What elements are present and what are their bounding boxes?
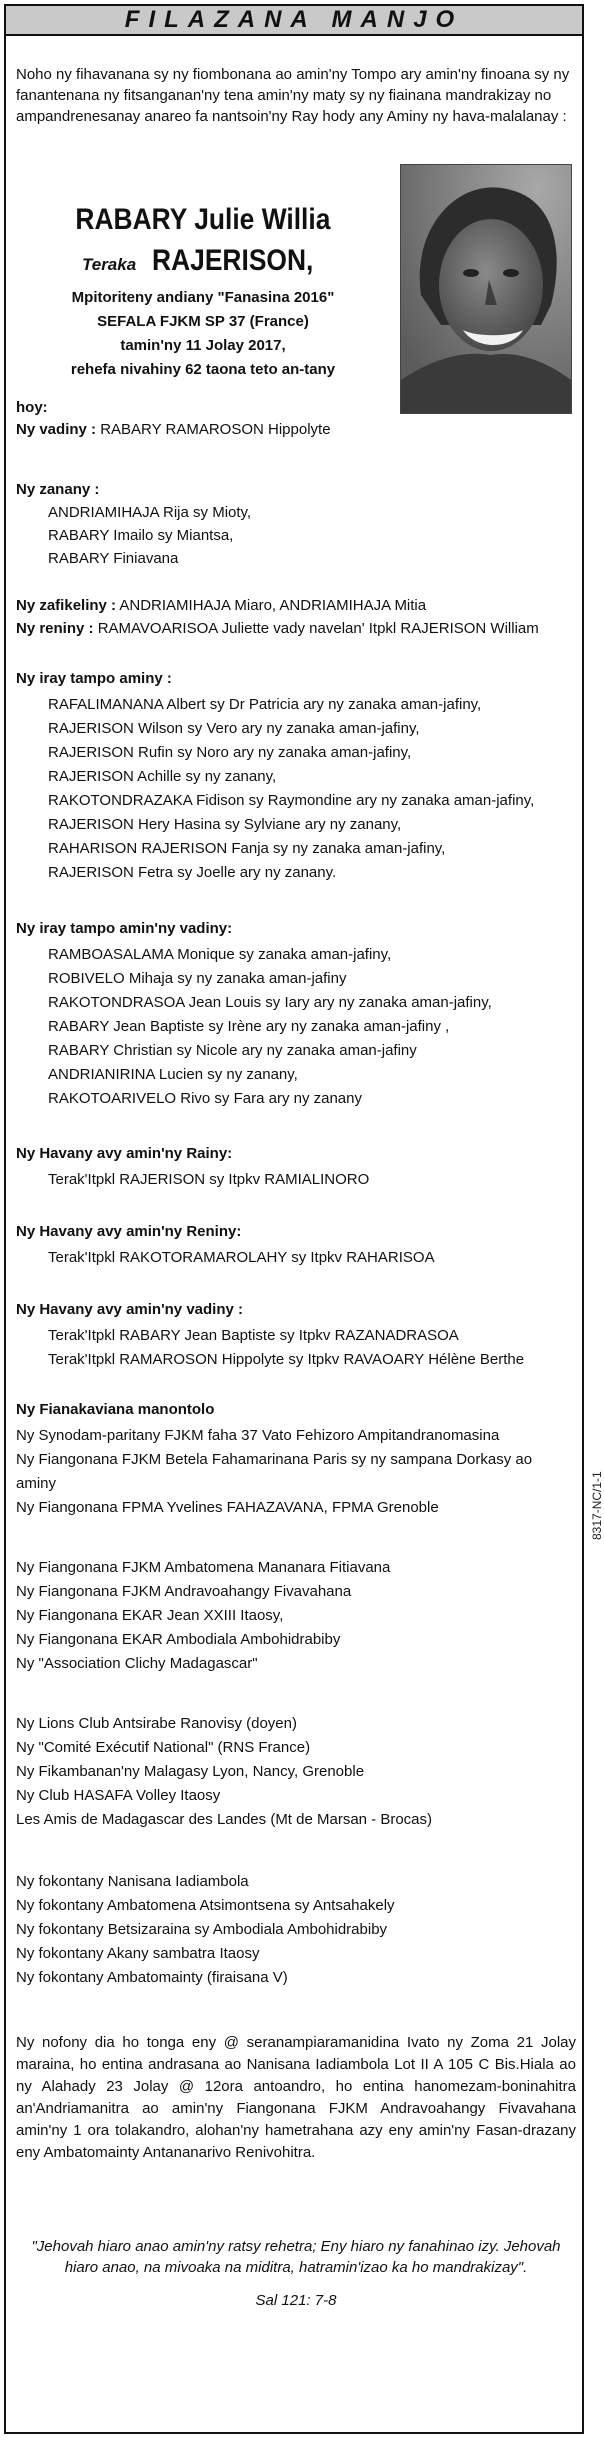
alias-label: Teraka (81, 255, 137, 274)
mother-name: RAMAVOARISOA Juliette vady navelan' Itpkl RAJERISON William (93, 620, 539, 637)
father-relatives-label: Ny Havany avy amin'ny Rainy: (16, 1145, 233, 1162)
mother-line (16, 619, 539, 639)
mother-relatives-item: Terak'Itpkl RAKOTORAMAROLAHY sy Itpkv RAHARISOA (48, 1249, 435, 1266)
portrait-image (401, 165, 571, 413)
organization-item: Ny Fiangonana FJKM Andravoahangy Fivavahana (16, 1583, 352, 1600)
organization-item: Ny "Comité Exécutif National" (RNS France) (16, 1739, 311, 1756)
siblings-item: RAJERISON Achille sy ny zanany, (48, 768, 277, 785)
spouse-siblings-item: RAKOTONDRASOA Jean Louis sy Iary ary ny zanaka aman-jafiny, (48, 994, 492, 1011)
spouse-siblings-item: RABARY Jean Baptiste sy Irène ary ny zanaka aman-jafiny , (48, 1018, 450, 1035)
organization-item: Ny "Association Clichy Madagascar" (16, 1655, 258, 1672)
siblings-item: RAJERISON Wilson sy Vero ary ny zanaka aman-jafiny, (48, 720, 420, 737)
grandchildren-label: Ny zafikeliny : (16, 597, 117, 614)
death-date: tamin'ny 11 Jolay 2017, (120, 337, 286, 354)
organization-item: Ny Fiangonana FJKM Betela Fahamarinana Paris sy ny sampana Dorkasy ao (16, 1451, 533, 1468)
spouse-siblings-item: RAMBOASALAMA Monique sy zanaka aman-jafiny, (48, 946, 392, 963)
spouse-siblings-item: ANDRIANIRINA Lucien sy ny zanany, (48, 1066, 298, 1083)
deceased-alias-line (18, 244, 388, 278)
deceased-name: RABARY Julie Willia (75, 203, 331, 236)
siblings-item: RAJERISON Rufin sy Noro ary ny zanaka aman-jafiny, (48, 744, 412, 761)
organization-item: Ny Lions Club Antsirabe Ranovisy (doyen) (16, 1715, 297, 1732)
spouse-siblings-label: Ny iray tampo amin'ny vadiny: (16, 920, 233, 937)
father-relatives-item: Terak'Itpkl RAJERISON sy Itpkv RAMIALINORO (48, 1171, 370, 1188)
siblings-item: RAFALIMANANA Albert sy Dr Patricia ary ny zanaka aman-jafiny, (48, 696, 482, 713)
organization-item: Ny fokontany Betsizaraina sy Ambodiala Ambohidrabiby (16, 1921, 388, 1938)
grandchildren-names: ANDRIAMIHAJA Miaro, ANDRIAMIHAJA Mitia (116, 597, 427, 614)
organization-item: Ny Fikambanan'ny Malagasy Lyon, Nancy, Grenoble (16, 1763, 365, 1780)
grandchildren-line (16, 596, 426, 616)
organization-item: Les Amis de Madagascar des Landes (Mt de Marsan - Brocas) (16, 1811, 433, 1828)
mother-relatives-label: Ny Havany avy amin'ny Reniny: (16, 1223, 242, 1240)
deceased-church: SEFALA FJKM SP 37 (France) (97, 313, 309, 330)
notice-frame (4, 4, 584, 2434)
alias-name: RAJERISON, (151, 244, 313, 277)
organization-item: Ny Fiangonana FPMA Yvelines FAHAZAVANA, FPMA Grenoble (16, 1499, 439, 1516)
spouse-siblings-item: ROBIVELO Mihaja sy ny zanaka aman-jafiny (48, 970, 347, 987)
notice-header (6, 6, 582, 36)
portrait-photo (400, 164, 572, 414)
spouse-relatives-item: Terak'Itpkl RAMAROSON Hippolyte sy Itpkv RAVAOARY Hélène Berthe (48, 1351, 525, 1368)
organization-item: Ny Fiangonana FJKM Ambatomena Mananara Fitiavana (16, 1559, 391, 1576)
children-item: RABARY Finiavana (48, 550, 179, 567)
organization-item: Ny Fiangonana EKAR Ambodiala Ambohidrabiby (16, 1631, 341, 1648)
funeral-paragraph: Ny nofony dia ho tonga eny @ seranampiaramanidina Ivato ny Zoma 21 Jolay maraina, ho entina andrasana ao Nanisana Iadiambola Lot II A 105 C Bis.Hiala ao ny Alahady 23 Jolay @ 12ora antoandro, ho entina hanomezam-boninahitra an'Andriamanitra ao amin'ny Fiangonana FJKM Andravoahangy Fivavahana amin'ny 1 ora tolakandro, alohan'ny hametrahana azy eny amin'ny Fasan-drazany eny Ambatomainty Antananarivo Renivohitra. (16, 2034, 576, 2161)
family-label: Ny Fianakaviana manontolo (16, 1401, 215, 1418)
organization-item: Ny fokontany Akany sambatra Itaosy (16, 1945, 260, 1962)
spouse-name: RABARY RAMAROSON Hippolyte (96, 421, 331, 438)
organization-item: Ny Fiangonana EKAR Jean XXIII Itaosy, (16, 1607, 284, 1624)
organization-item: aminy (16, 1475, 57, 1492)
spouse-relatives-item: Terak'Itpkl RABARY Jean Baptiste sy Itpkv RAZANADRASOA (48, 1327, 459, 1344)
organization-item: Ny fokontany Ambatomena Atsimontsena sy Antsahakely (16, 1897, 395, 1914)
intro-paragraph: Noho ny fihavanana sy ny fiombonana ao amin'ny Tompo ary amin'ny finoana sy ny fanantenana ny fitsanganan'ny tena amin'ny maty sy ny fiainana mandrakizay no ampandrenesanay anareo fa nantsoin'ny Ray hody any Aminy ny hava-malalanay : (16, 66, 570, 125)
organization-item: Ny fokontany Ambatomainty (firaisana V) (16, 1969, 288, 1986)
organization-item: Ny fokontany Nanisana Iadiambola (16, 1873, 249, 1890)
spouse-line (16, 420, 331, 440)
spouse-siblings-item: RABARY Christian sy Nicole ary ny zanaka aman-jafiny (48, 1042, 417, 1059)
bible-verse: "Jehovah hiaro anao amin'ny ratsy rehetra; Eny hiaro ny fanahinao izy. Jehovah hiaro anao, na mivoaka na miditra, hatramin'izao ka ho mandrakizay". (31, 2238, 561, 2276)
organization-item: Ny Synodam-paritany FJKM faha 37 Vato Fehizoro Ampitandranomasina (16, 1427, 500, 1444)
age-line: rehefa nivahiny 62 taona teto an-tany (70, 361, 336, 378)
notice-title: FILAZANA MANJO (124, 6, 464, 33)
siblings-item: RAHARISON RAJERISON Fanja sy ny zanaka aman-jafiny, (48, 840, 446, 857)
organization-item: Ny Club HASAFA Volley Itaosy (16, 1787, 221, 1804)
children-item: ANDRIAMIHAJA Rija sy Mioty, (48, 504, 252, 521)
verse-reference: Sal 121: 7-8 (255, 2292, 337, 2309)
spouse-label: Ny vadiny : (16, 421, 97, 438)
spouse-siblings-item: RAKOTOARIVELO Rivo sy Fara ary ny zanany (48, 1090, 362, 1107)
siblings-item: RAJERISON Hery Hasina sy Sylviane ary ny zanany, (48, 816, 402, 833)
children-item: RABARY Imailo sy Miantsa, (48, 527, 234, 544)
children-label: Ny zanany : (16, 481, 100, 498)
deceased-role: Mpitoriteny andiany "Fanasina 2016" (71, 289, 335, 306)
siblings-label: Ny iray tampo aminy : (16, 670, 172, 687)
mother-label: Ny reniny : (16, 620, 94, 637)
deceased-name-block (18, 202, 388, 382)
siblings-item: RAJERISON Fetra sy Joelle ary ny zanany. (48, 864, 337, 881)
siblings-item: RAKOTONDRAZAKA Fidison sy Raymondine ary ny zanaka aman-jafiny, (48, 792, 535, 809)
reference-stamp: 8317-NC/1-1 (590, 1471, 604, 1540)
hoy-label: hoy: (16, 399, 48, 416)
spouse-relatives-label: Ny Havany avy amin'ny vadiny : (16, 1301, 243, 1318)
